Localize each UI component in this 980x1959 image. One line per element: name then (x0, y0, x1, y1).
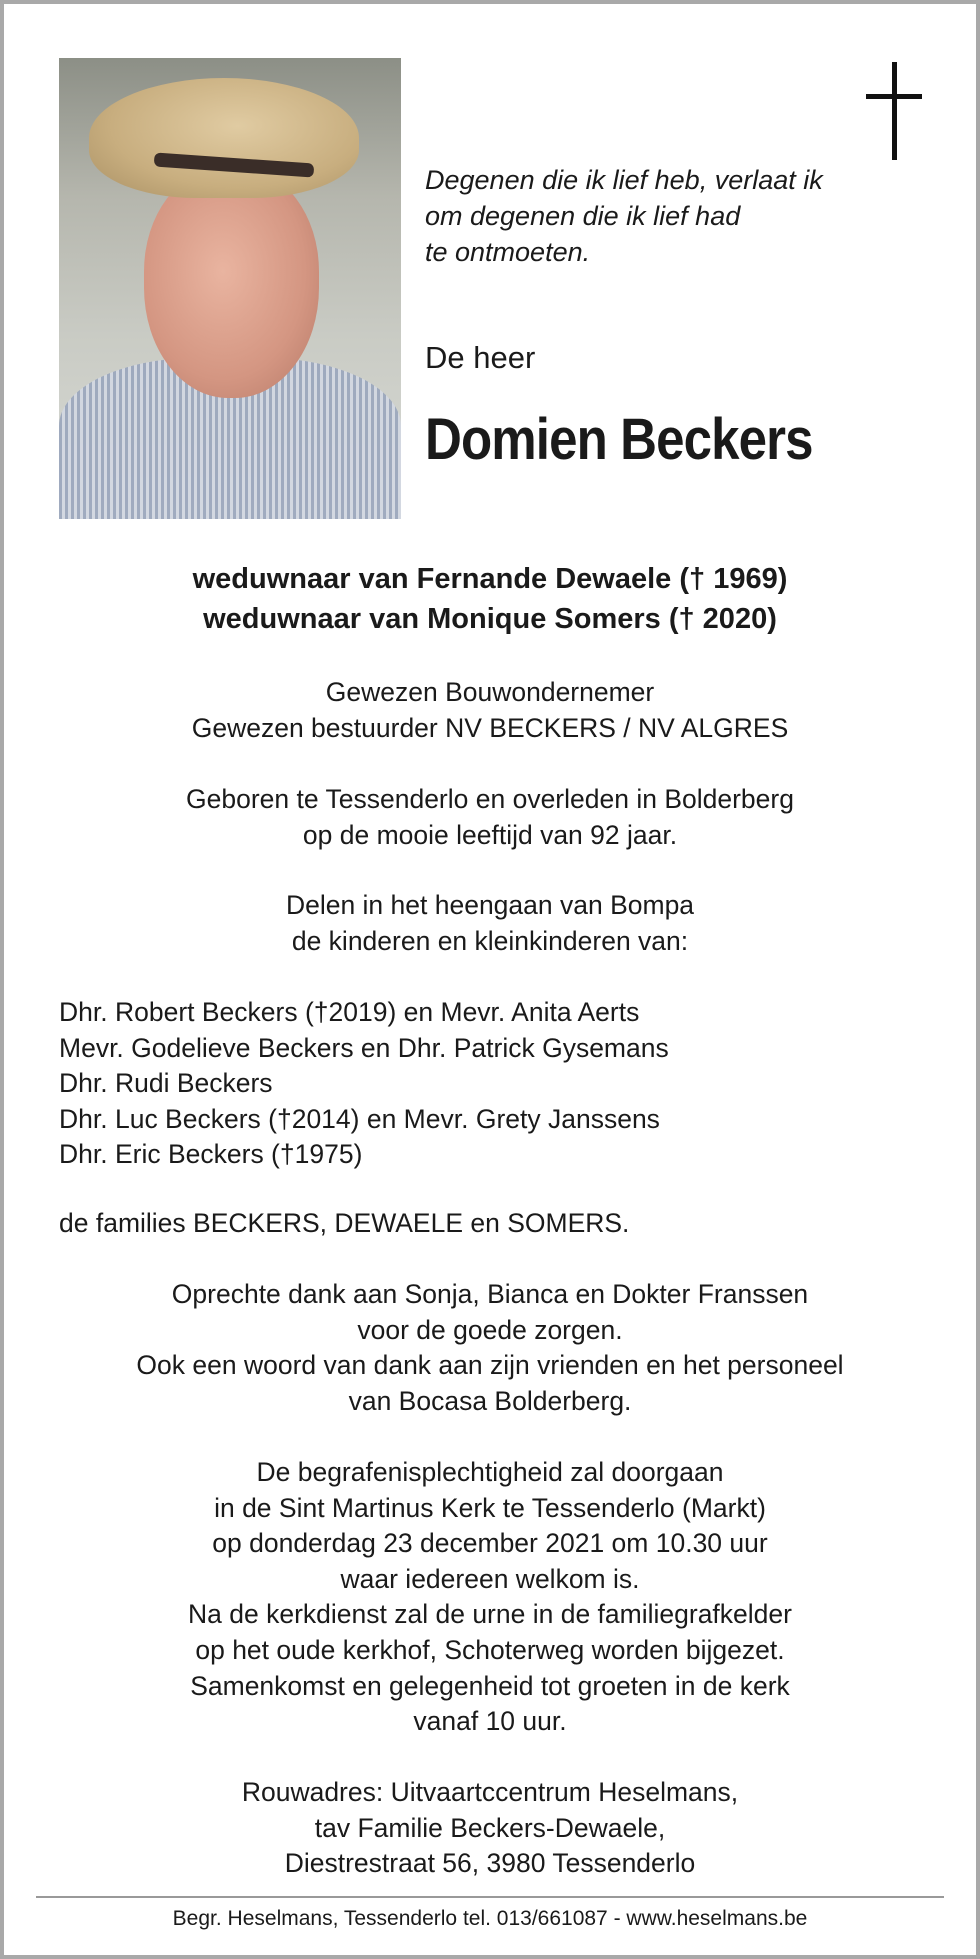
portrait-photo (59, 58, 401, 519)
children-list (59, 995, 669, 1173)
birth-death-line: Geboren te Tessenderlo en overleden in Bolderberg (186, 784, 794, 814)
thanks (4, 1277, 976, 1419)
funeral-line: op donderdag 23 december 2021 om 10.30 uur (212, 1528, 768, 1559)
quote-line: Degenen die ik lief heb, verlaat ik (425, 165, 823, 195)
funeral-line: De begrafenisplechtigheid zal doorgaan (256, 1457, 724, 1487)
footer-divider (36, 1896, 944, 1898)
memorial-quote (425, 162, 823, 270)
child-item: Dhr. Eric Beckers (†1975) (59, 1139, 363, 1170)
funeral-line: Na de kerkdienst zal de urne in de familiegrafkelder (188, 1599, 792, 1630)
thanks-line: Ook een woord van dank aan zijn vrienden en het personeel (136, 1350, 844, 1381)
quote-line: te ontmoeten. (425, 237, 591, 267)
birth-death-line: op de mooie leeftijd van 92 jaar. (302, 819, 678, 850)
photo-hat (89, 78, 359, 198)
widower-lines (4, 559, 976, 639)
child-item: Dhr. Luc Beckers (†2014) en Mevr. Grety Janssens (59, 1103, 660, 1134)
obituary-card (4, 4, 976, 1955)
funeral-line: vanaf 10 uur. (413, 1706, 567, 1737)
families: de families BECKERS, DEWAELE en SOMERS. (59, 1208, 630, 1238)
child-item: Dhr. Rudi Beckers (59, 1068, 273, 1099)
name-prefix: De heer (425, 340, 536, 375)
mourning-address (4, 1775, 976, 1882)
funeral-line: Samenkomst en gelegenheid tot groeten in de kerk (190, 1670, 790, 1701)
widower-line: weduwnaar van Monique Somers († 2020) (203, 603, 777, 635)
footer-funeral-home: Begr. Heselmans, Tessenderlo tel. 013/661087 - www.heselmans.be (172, 1907, 808, 1930)
quote-line: om degenen die ik lief had (425, 201, 741, 231)
mourners-intro-line: de kinderen en kleinkinderen van: (291, 925, 689, 956)
address-line: Diestrestraat 56, 3980 Tessenderlo (284, 1848, 696, 1879)
thanks-line: voor de goede zorgen. (357, 1314, 623, 1345)
thanks-line: Oprechte dank aan Sonja, Bianca en Dokter Franssen (171, 1279, 809, 1309)
birth-death (4, 782, 976, 853)
mourners-intro (4, 888, 976, 959)
funeral-line: op het oude kerkhof, Schoterweg worden bijgezet. (195, 1634, 785, 1665)
funeral-line: waar iedereen welkom is. (340, 1563, 640, 1594)
occupation (4, 675, 976, 746)
cross-icon (892, 62, 897, 160)
mourners-intro-line: Delen in het heengaan van Bompa (285, 890, 695, 920)
thanks-line: van Bocasa Bolderberg. (348, 1385, 632, 1416)
widower-line: weduwnaar van Fernande Dewaele († 1969) (192, 563, 788, 595)
occupation-line: Gewezen Bouwondernemer (325, 677, 655, 707)
child-item: Mevr. Godelieve Beckers en Dhr. Patrick Gysemans (59, 1032, 669, 1063)
funeral-details (4, 1455, 976, 1740)
address-line: Rouwadres: Uitvaartccentrum Heselmans, (241, 1777, 739, 1807)
deceased-name: Domien Beckers (425, 407, 813, 472)
photo-face (144, 168, 319, 398)
funeral-line: in de Sint Martinus Kerk te Tessenderlo (Markt) (214, 1492, 766, 1523)
child-item: Dhr. Robert Beckers (†2019) en Mevr. Anita Aerts (59, 997, 640, 1027)
address-line: tav Familie Beckers-Dewaele, (314, 1812, 666, 1843)
cross-icon-bar (866, 94, 922, 99)
occupation-line: Gewezen bestuurder NV BECKERS / NV ALGRES (191, 712, 789, 743)
